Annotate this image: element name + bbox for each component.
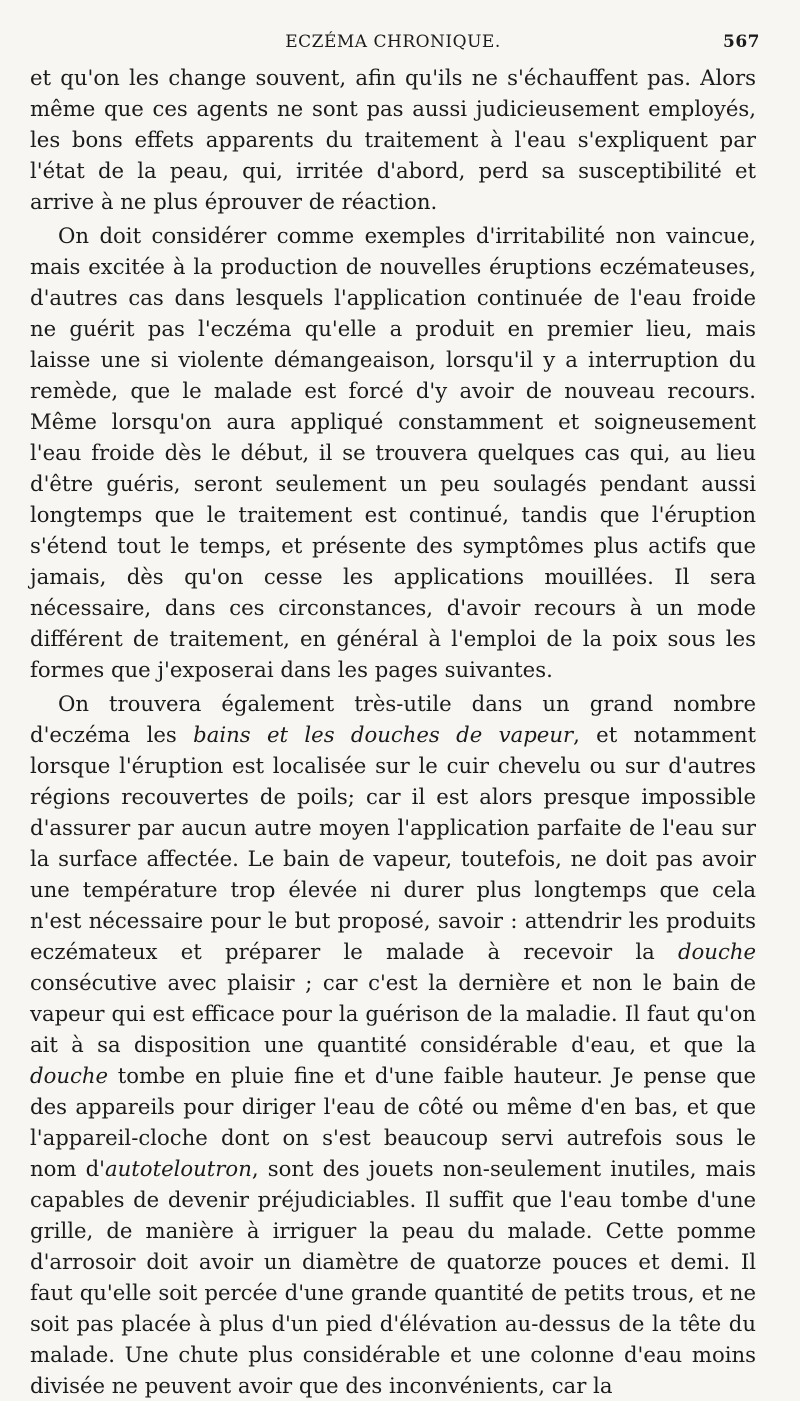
running-head: [30, 30, 760, 58]
paragraph-continuation: et qu'on les change souvent, afin qu'ils ne s'échauffent pas. Alors même que ces agents ne sont pas aussi judicieusement employés, les bons effets apparents du traitement à l'eau s'expliquent par l'état de la peau, qui, irritée d'abord, perd sa susceptibilité et arrive à ne plus éprouver de réaction.: [30, 65, 756, 214]
text-segment: , sont des jouets non-seulement inutiles, mais capables de devenir préjudiciables. Il suffit que l'eau tombe d'une grille, de manière à irriguer la peau du malade. Cette pomme d'arrosoir doit avoir un diamètre de quatorze pouces et demi. Il faut qu'elle soit percée d'une grande quantité de petits trous, et ne soit pas placée à plus d'un pied d'élévation au-dessus de la tête du malade. Une chute plus considérable et une colonne d'eau moins divisée ne peuvent avoir que des inconvénients, car la: [30, 1156, 757, 1398]
text-segment: consécutive avec plaisir ; car c'est la dernière et non le bain de vapeur qui est efficace pour la guérison de la maladie. Il faut qu'on ait à sa disposition une quantité considérable d'eau, et que la: [30, 970, 756, 1057]
italic-term-autoteloutron: autoteloutron: [105, 1156, 252, 1181]
italic-term-douche: douche: [677, 939, 756, 964]
italic-term-douche: douche: [30, 1063, 109, 1088]
text-segment: , et notamment lorsque l'éruption est localisée sur le cuir chevelu ou sur d'autres régions recouvertes de poils; car il est alors presque impossible d'assurer par aucun autre moyen l'application parfaite de l'eau sur la surface affectée. Le bain de vapeur, toutefois, ne doit pas avoir une température trop élevée ni durer plus longtemps que cela n'est nécessaire pour le but proposé, savoir : attendrir les produits eczémateux et préparer le malade à recevoir la: [30, 722, 757, 964]
paragraph-irritability: On doit considérer comme exemples d'irritabilité non vaincue, mais excitée à la production de nouvelles éruptions eczémateuses, d'autres cas dans lesquels l'application continuée de l'eau froide ne guérit pas l'eczéma qu'elle a produit en premier lieu, mais laisse une si violente démangeaison, lorsqu'il y a interruption du remède, que le malade est forcé d'y avoir de nouveau recours. Même lorsqu'on aura appliqué constamment et soigneusement l'eau froide dès le début, il se trouvera quelques cas qui, au lieu d'être guéris, seront seulement un peu soulagés pendant aussi longtemps que le traitement est continué, tandis que l'éruption s'étend tout le temps, et présente des symptômes plus actifs que jamais, dès qu'on cesse les applications mouillées. Il sera nécessaire, dans ces circonstances, d'avoir recours à un mode différent de traitement, en général à l'emploi de la poix sous les formes que j'exposerai dans les pages suivantes.: [30, 223, 756, 682]
page-number: 567: [723, 32, 760, 52]
italic-term-vapour-baths: bains et les douches de vapeur: [193, 722, 574, 747]
body-text: [30, 62, 756, 1401]
text-segment: tombe en pluie fine et d'une faible hauteur. Je pense que des appareils pour diriger l'eau de côté ou même d'en bas, et que l'appareil-cloche dont on s'est beaucoup servi autrefois sous le nom d': [30, 1063, 756, 1181]
paragraph-vapour-baths: [30, 688, 756, 1401]
running-title: ECZÉMA CHRONIQUE.: [285, 32, 501, 52]
text-segment: On trouvera également très-utile dans un grand nombre d'eczéma les: [30, 691, 756, 747]
